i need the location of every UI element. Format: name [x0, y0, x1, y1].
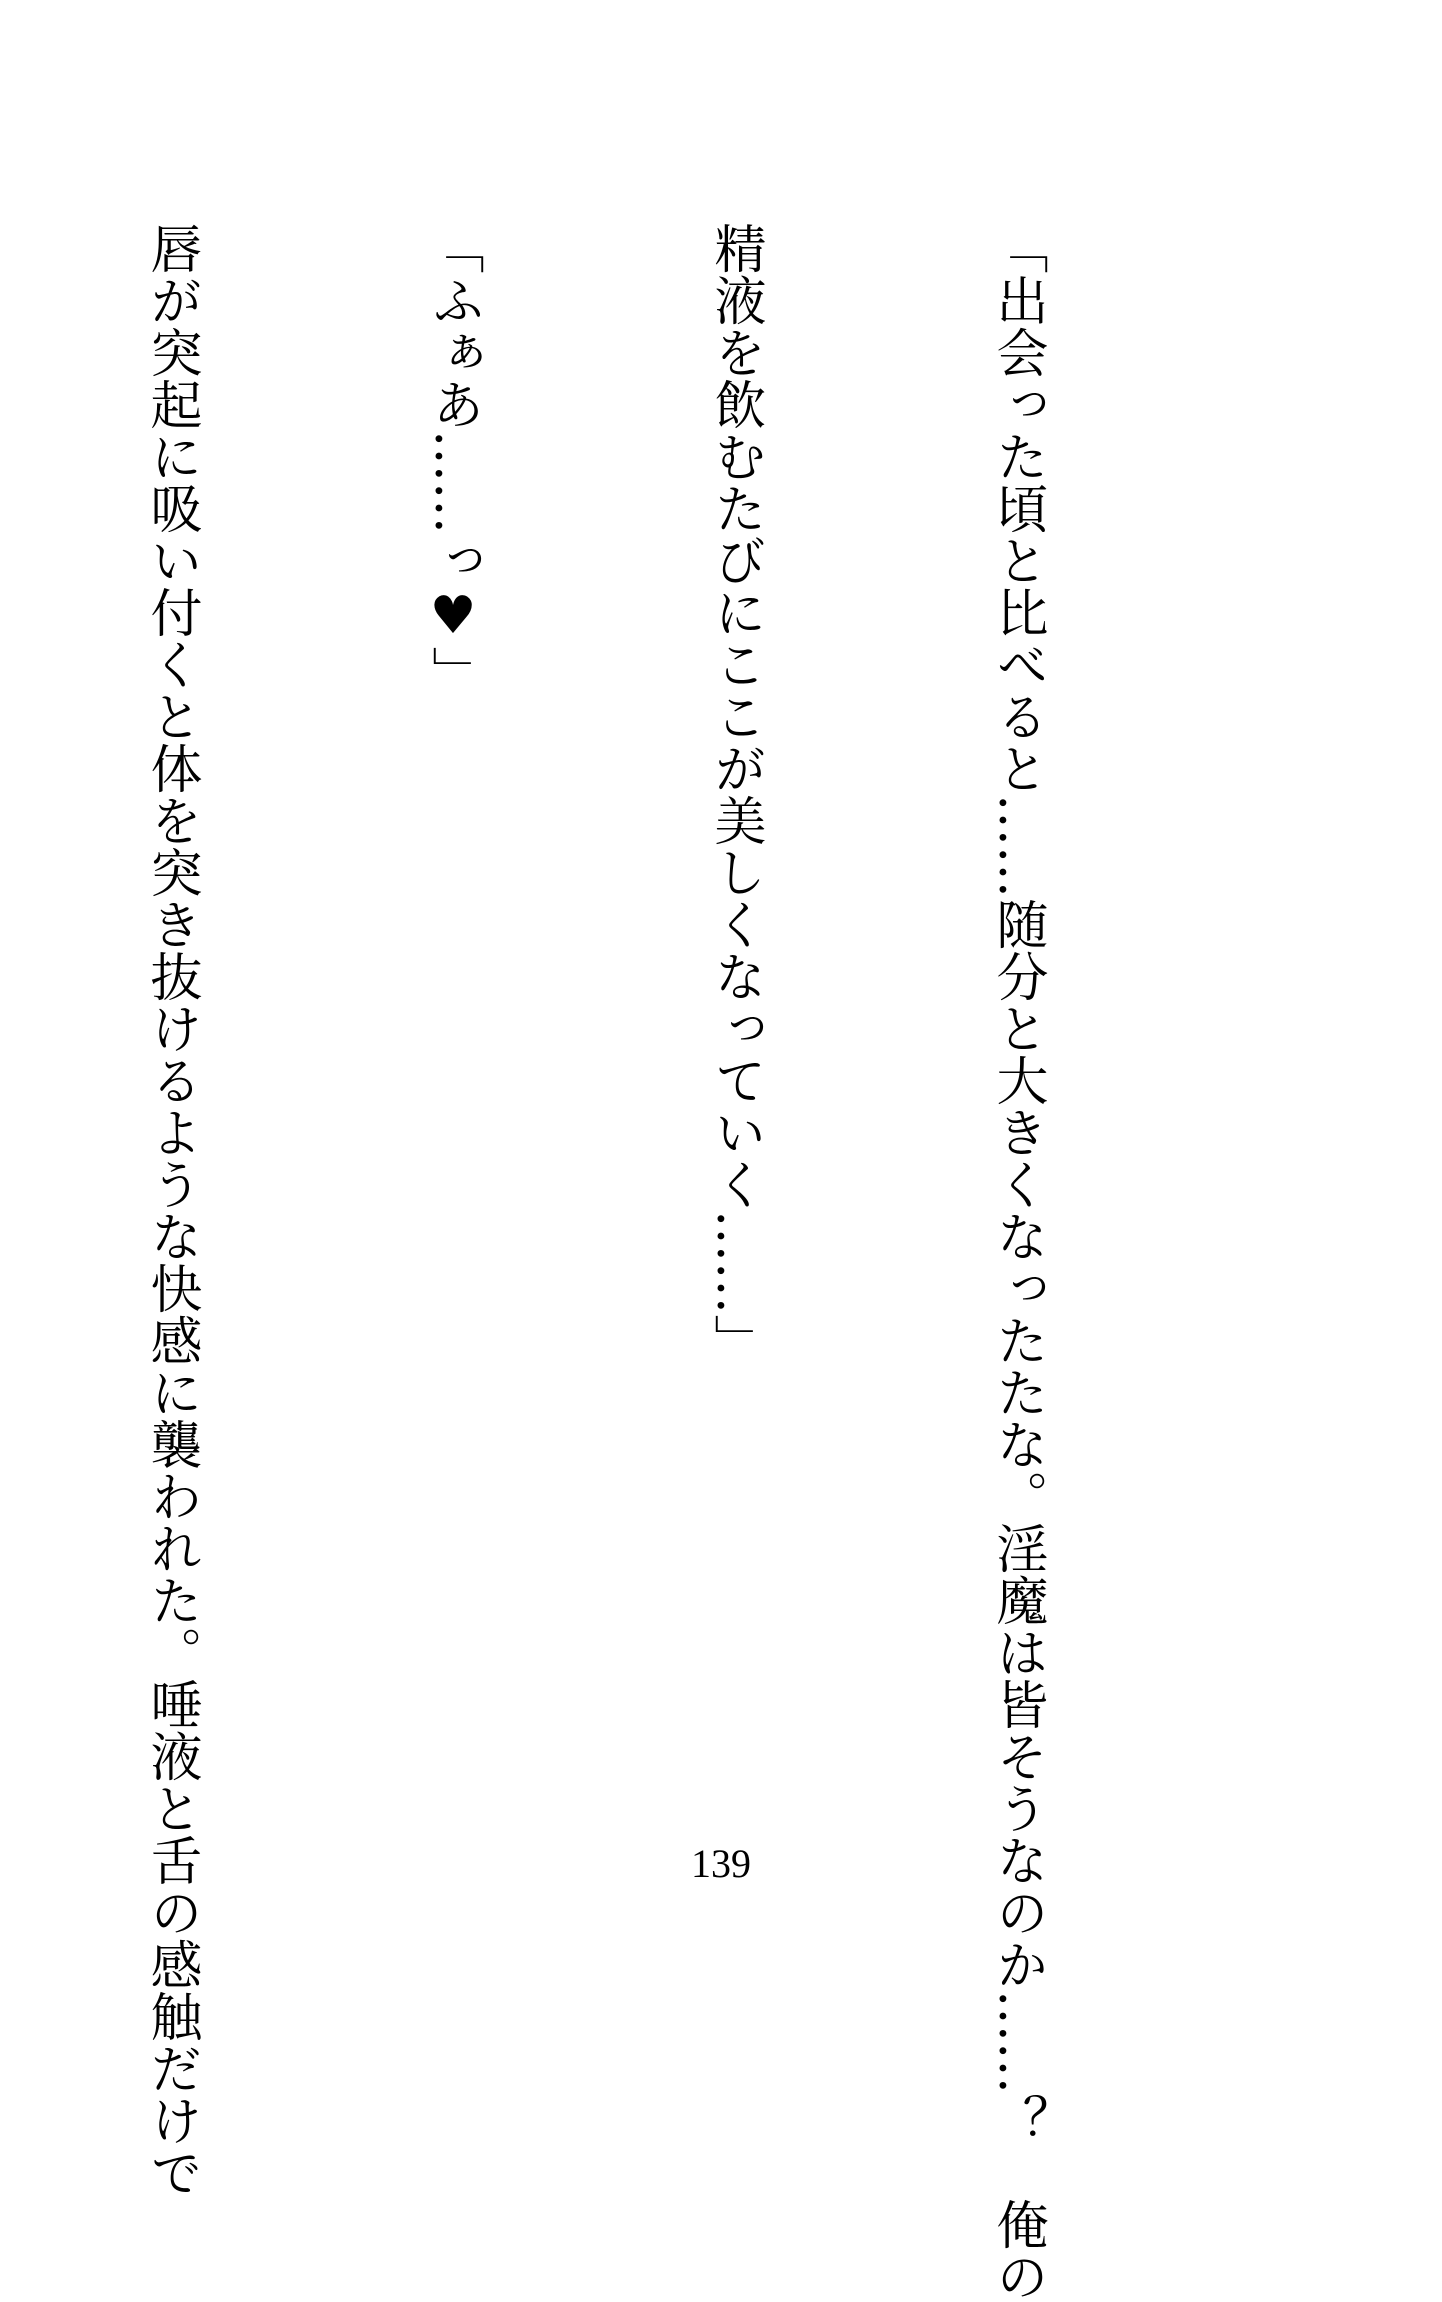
page-number: 139 — [691, 1841, 751, 1886]
text-line: 「出会った頃と比べると……随分と大きくなったたな。淫魔は皆そうなのか……？ 俺の — [987, 222, 1047, 2302]
text-line: 唇が突起に吸い付くと体を突き抜けるような快感に襲われた。唾液と舌の感触だけで — [141, 222, 201, 2198]
text-line: 精液を飲むたびにここが美しくなっていく……」 — [705, 222, 765, 1366]
text-line: 「ふぁあ……っ♥」 — [423, 222, 483, 698]
